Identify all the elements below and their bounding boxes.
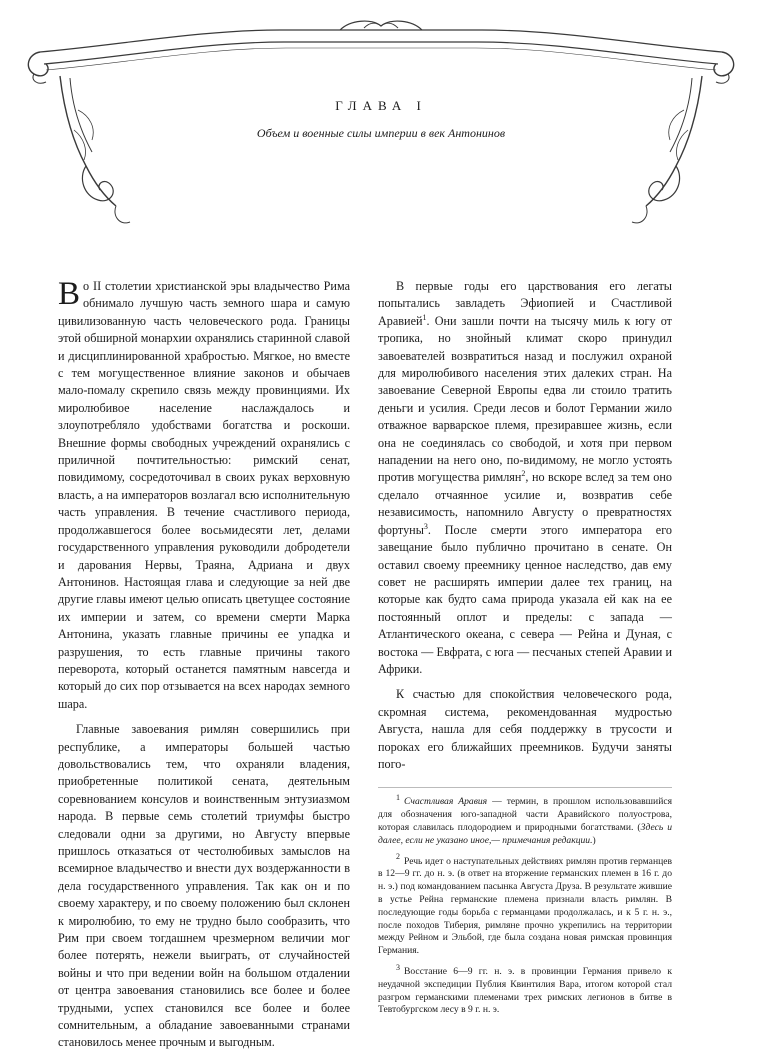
footnote-text: — термин, в прошлом использовавшийся для обозначения юго-западной части Аравийского полуострова, которая славилась плодородием и природными богатствами. ( — [378, 796, 672, 833]
paragraph — [58, 278, 350, 713]
footnotes — [378, 787, 672, 1017]
footnote-editor-note: Здесь и далее, если не указано иное,— примечания редакции. — [378, 821, 672, 846]
right-column — [378, 278, 672, 1023]
chapter-title: Объем и военные силы империи в век Антонинов — [256, 126, 506, 140]
footnote-term: Счастливая Аравия — [404, 796, 488, 808]
footnote — [378, 793, 672, 847]
footnote-ref[interactable]: 3 — [423, 521, 428, 531]
footnote-number: 3 — [396, 962, 400, 972]
footnote-ref[interactable]: 2 — [521, 469, 526, 479]
footnote — [378, 962, 672, 1017]
paragraph-text: В первые годы его царствования его легаты попытались завладеть Эфиопией и Счастливой Аравией — [378, 279, 672, 328]
footnote-text: Речь идет о наступательных действиях римлян против германцев в 12—9 гг. до н. э. (в ответ на вторжение германских племен в 16 г. до н. э.) под командованием пасынка Августа Друза. В результате жившие в устье Рейна германские племена признали власть римлян. В последующие годы борьба с германцами продолжалась, и к 5 г. н. э., после походов Тиберия, римляне прочно укрепились на территории между Рейном и Эльбой, где была создана новая римская провинция Германия. — [378, 855, 672, 957]
chapter-label: ГЛАВА I — [335, 98, 427, 113]
paragraph: К счастью для спокойствия человеческого рода, скромная система, рекомендованная мудростью Августа, нашла для себя поддержку в трусости и пороках его ближайших преемников. Будучи заняты пого- — [378, 687, 672, 771]
chapter-frame-ornament — [0, 0, 762, 240]
paragraph-text: , но вскоре вслед за тем оно сделало отчаянное усилие и, возвратив себе независимость, напомнило Августу о превратностях фортуны — [378, 470, 672, 537]
left-column — [58, 278, 350, 1052]
footnote-number: 1 — [396, 793, 400, 803]
paragraph-text: . Они зашли почти на тысячу миль к югу от тропика, но знойный климат скоро принудил завоевателей возвратиться назад и послужил охраной для миролюбивого населения этих далеких стран. На завоевание Северной Европы едва ли стоило тратить деньги и усилия. Среди лесов и болот Германии жило отважное варварское племя, презиравшее жизнь, если она не соединялась со свободой, и хотя при первом нападении на него оно, по-видимому, не могло устоять против могущества римлян — [378, 313, 672, 485]
footnote-text: ) — [592, 834, 596, 846]
paragraph-text: . После смерти этого императора его завещание было публично прочитано в сенате. Он оставил своему преемнику ценное наследство, дав ему совет не расширять империи далее тех границ, на которые как будто сама природа указала ей как на ее постоянный оплот и пределы: с запада — Атлантического океана, с севера — Рейна и Дуная, с востока — Евфрата, с юга — песчаных степей Аравии и Африки. — [378, 522, 672, 676]
footnote — [378, 852, 672, 958]
paragraph: Главные завоевания римлян совершились при республике, а императоры большей частью довольствовались тем, что охраняли владения, приобретенные политикой сената, деятельным соревнованием консулов и воинственным энтузиазмом народа. В первые семь столетий триумфы быстро следовали одни за другими, но Августу впервые пришлось отказаться от честолюбивых замыслов на всемирное владычество и внести дух воздержанности в дела государственного управления. Так как он и по своему характеру, и по своему положению был склонен к миролюбию, то ему не трудно было сообразить, что Рим при своем тогдашнем чрезмерном величии мог более потерять, нежели выиграть, от случайностей войны и что при ведении войн на большом отдалении от центра завоевания становились все более и более трудными, успех становился все более и более сомнительным, а обладание завоеванными странами становилось менее прочным и выгодным. — [58, 722, 350, 1050]
paragraph-text: о II столетии христианской эры владычество Рима обнимало лучшую часть земного шара и самую цивилизованную часть человеческого рода. Границы этой обширной монархии охранялись старинной славой и дисциплинированной храбростью. Мягкое, но вместе с тем могущественное влияние законов и обычаев мало-помалу скрепило связь между провинциями. Их миролюбивое население наслаждалось и злоупотребляло удобствами богатства и роскоши. Внешние формы свободных учреждений охранялись с приличной почтительностью: римский сенат, повидимому, сосредоточивал в своих руках верховную власть, а на императоров возлагал всю исполнительную часть управления. В течение счастливого периода, продолжавшегося более восьмидесяти лет, делами государственного управления руководили добродетели и дарования Нервы, Траяна, Адриана и двух Антонинов. Настоящая глава и следующие за ней две другие главы имеют целью описать цветущее состояние их империи и затем, со времени смерти Марка Антонина, указать главные причины ее упадка и разрушения, то есть главные причины такого переворота, который останется памятным навсегда и который до сих пор отзывается на всех народах земного шара. — [58, 279, 350, 711]
footnote-text: Восстание 6—9 гг. н. э. в провинции Германия привело к неудачной экспедиции Публия Квинтилия Вара, итогом которой стал разгром германскими племенами трех римских легионов в битве в Тевтобургском лесу в 9 г. н. э. — [378, 965, 672, 1016]
paragraph — [378, 278, 672, 678]
footnote-ref[interactable]: 1 — [422, 312, 427, 322]
drop-cap: В — [58, 276, 81, 312]
footnote-number: 2 — [396, 852, 400, 862]
